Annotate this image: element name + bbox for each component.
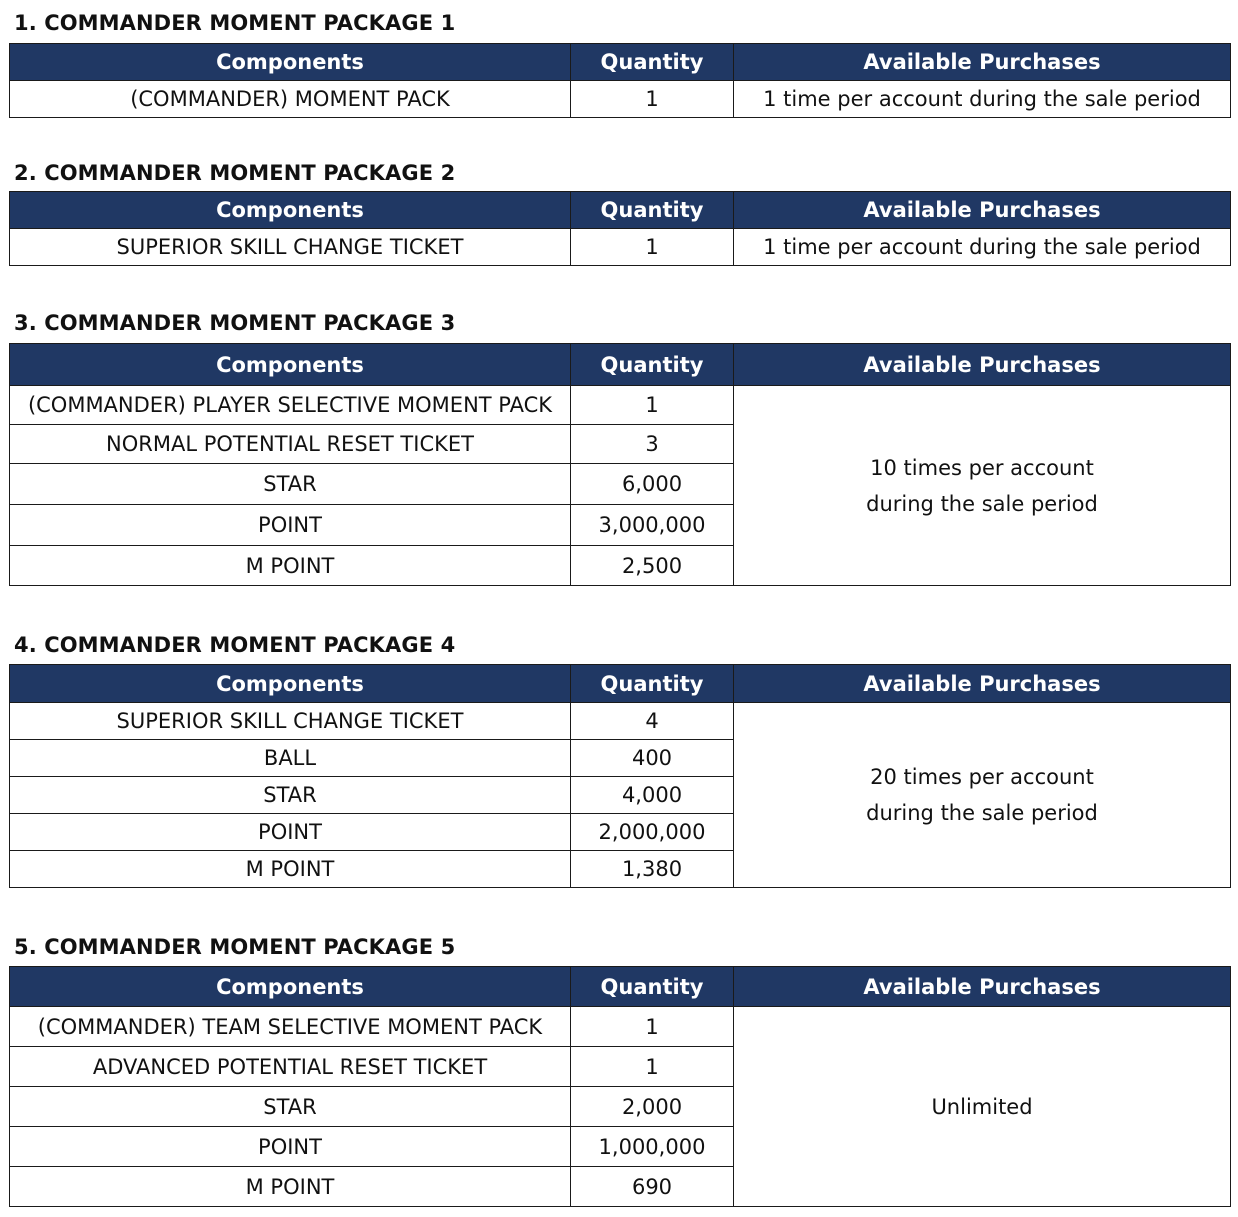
- quantity-cell: 1: [571, 229, 734, 266]
- package-title: 4. COMMANDER MOMENT PACKAGE 4: [14, 633, 456, 657]
- component-cell: POINT: [10, 505, 571, 546]
- package-title: 2. COMMANDER MOMENT PACKAGE 2: [14, 161, 456, 185]
- quantity-cell: 1,000,000: [571, 1127, 734, 1167]
- available-purchases-cell: [734, 386, 1231, 586]
- package-table: [9, 966, 1231, 1207]
- quantity-cell: 1,380: [571, 851, 734, 888]
- component-cell: BALL: [10, 740, 571, 777]
- quantity-cell: 2,500: [571, 546, 734, 586]
- available-purchases-cell: [734, 81, 1231, 118]
- component-cell: M POINT: [10, 1167, 571, 1207]
- available-purchases-line: during the sale period: [866, 801, 1098, 825]
- header-components: Components: [10, 665, 571, 703]
- component-cell: (COMMANDER) MOMENT PACK: [10, 81, 571, 118]
- quantity-cell: 4,000: [571, 777, 734, 814]
- header-quantity: Quantity: [571, 192, 734, 229]
- table-row: [10, 229, 1231, 266]
- header-available-purchases: Available Purchases: [734, 967, 1231, 1007]
- package-title: 3. COMMANDER MOMENT PACKAGE 3: [14, 311, 456, 335]
- component-cell: STAR: [10, 1087, 571, 1127]
- component-cell: NORMAL POTENTIAL RESET TICKET: [10, 425, 571, 464]
- quantity-cell: 1: [571, 1047, 734, 1087]
- package-title: 5. COMMANDER MOMENT PACKAGE 5: [14, 935, 456, 959]
- header-quantity: Quantity: [571, 44, 734, 81]
- header-components: Components: [10, 44, 571, 81]
- header-quantity: Quantity: [571, 344, 734, 386]
- table-row: [10, 81, 1231, 118]
- package-table: [9, 343, 1231, 586]
- package-table: [9, 664, 1231, 888]
- quantity-cell: 4: [571, 703, 734, 740]
- header-components: Components: [10, 967, 571, 1007]
- header-quantity: Quantity: [571, 967, 734, 1007]
- package-table: [9, 191, 1231, 266]
- header-components: Components: [10, 344, 571, 386]
- available-purchases-line: 1 time per account during the sale period: [763, 87, 1201, 111]
- quantity-cell: 1: [571, 81, 734, 118]
- available-purchases-cell: [734, 703, 1231, 888]
- available-purchases-cell: [734, 229, 1231, 266]
- header-available-purchases: Available Purchases: [734, 665, 1231, 703]
- component-cell: ADVANCED POTENTIAL RESET TICKET: [10, 1047, 571, 1087]
- component-cell: STAR: [10, 777, 571, 814]
- available-purchases-cell: [734, 1007, 1231, 1207]
- component-cell: SUPERIOR SKILL CHANGE TICKET: [10, 229, 571, 266]
- header-quantity: Quantity: [571, 665, 734, 703]
- quantity-cell: 1: [571, 1007, 734, 1047]
- header-components: Components: [10, 192, 571, 229]
- available-purchases-line: 1 time per account during the sale period: [763, 235, 1201, 259]
- component-cell: POINT: [10, 1127, 571, 1167]
- quantity-cell: 6,000: [571, 464, 734, 505]
- component-cell: (COMMANDER) PLAYER SELECTIVE MOMENT PACK: [10, 386, 571, 425]
- quantity-cell: 3,000,000: [571, 505, 734, 546]
- available-purchases-line: 10 times per account: [870, 455, 1094, 480]
- quantity-cell: 1: [571, 386, 734, 425]
- available-purchases-line: 20 times per account: [870, 765, 1094, 789]
- package-table: [9, 43, 1231, 118]
- component-cell: STAR: [10, 464, 571, 505]
- quantity-cell: 400: [571, 740, 734, 777]
- header-available-purchases: Available Purchases: [734, 344, 1231, 386]
- header-available-purchases: Available Purchases: [734, 44, 1231, 81]
- header-available-purchases: Available Purchases: [734, 192, 1231, 229]
- quantity-cell: 2,000: [571, 1087, 734, 1127]
- table-row: [10, 1007, 1231, 1047]
- table-row: [10, 703, 1231, 740]
- table-row: [10, 386, 1231, 425]
- component-cell: SUPERIOR SKILL CHANGE TICKET: [10, 703, 571, 740]
- component-cell: M POINT: [10, 851, 571, 888]
- available-purchases-line: during the sale period: [866, 491, 1098, 516]
- quantity-cell: 3: [571, 425, 734, 464]
- quantity-cell: 690: [571, 1167, 734, 1207]
- available-purchases-line: Unlimited: [931, 1094, 1033, 1119]
- package-title: 1. COMMANDER MOMENT PACKAGE 1: [14, 11, 456, 35]
- component-cell: M POINT: [10, 546, 571, 586]
- component-cell: (COMMANDER) TEAM SELECTIVE MOMENT PACK: [10, 1007, 571, 1047]
- component-cell: POINT: [10, 814, 571, 851]
- quantity-cell: 2,000,000: [571, 814, 734, 851]
